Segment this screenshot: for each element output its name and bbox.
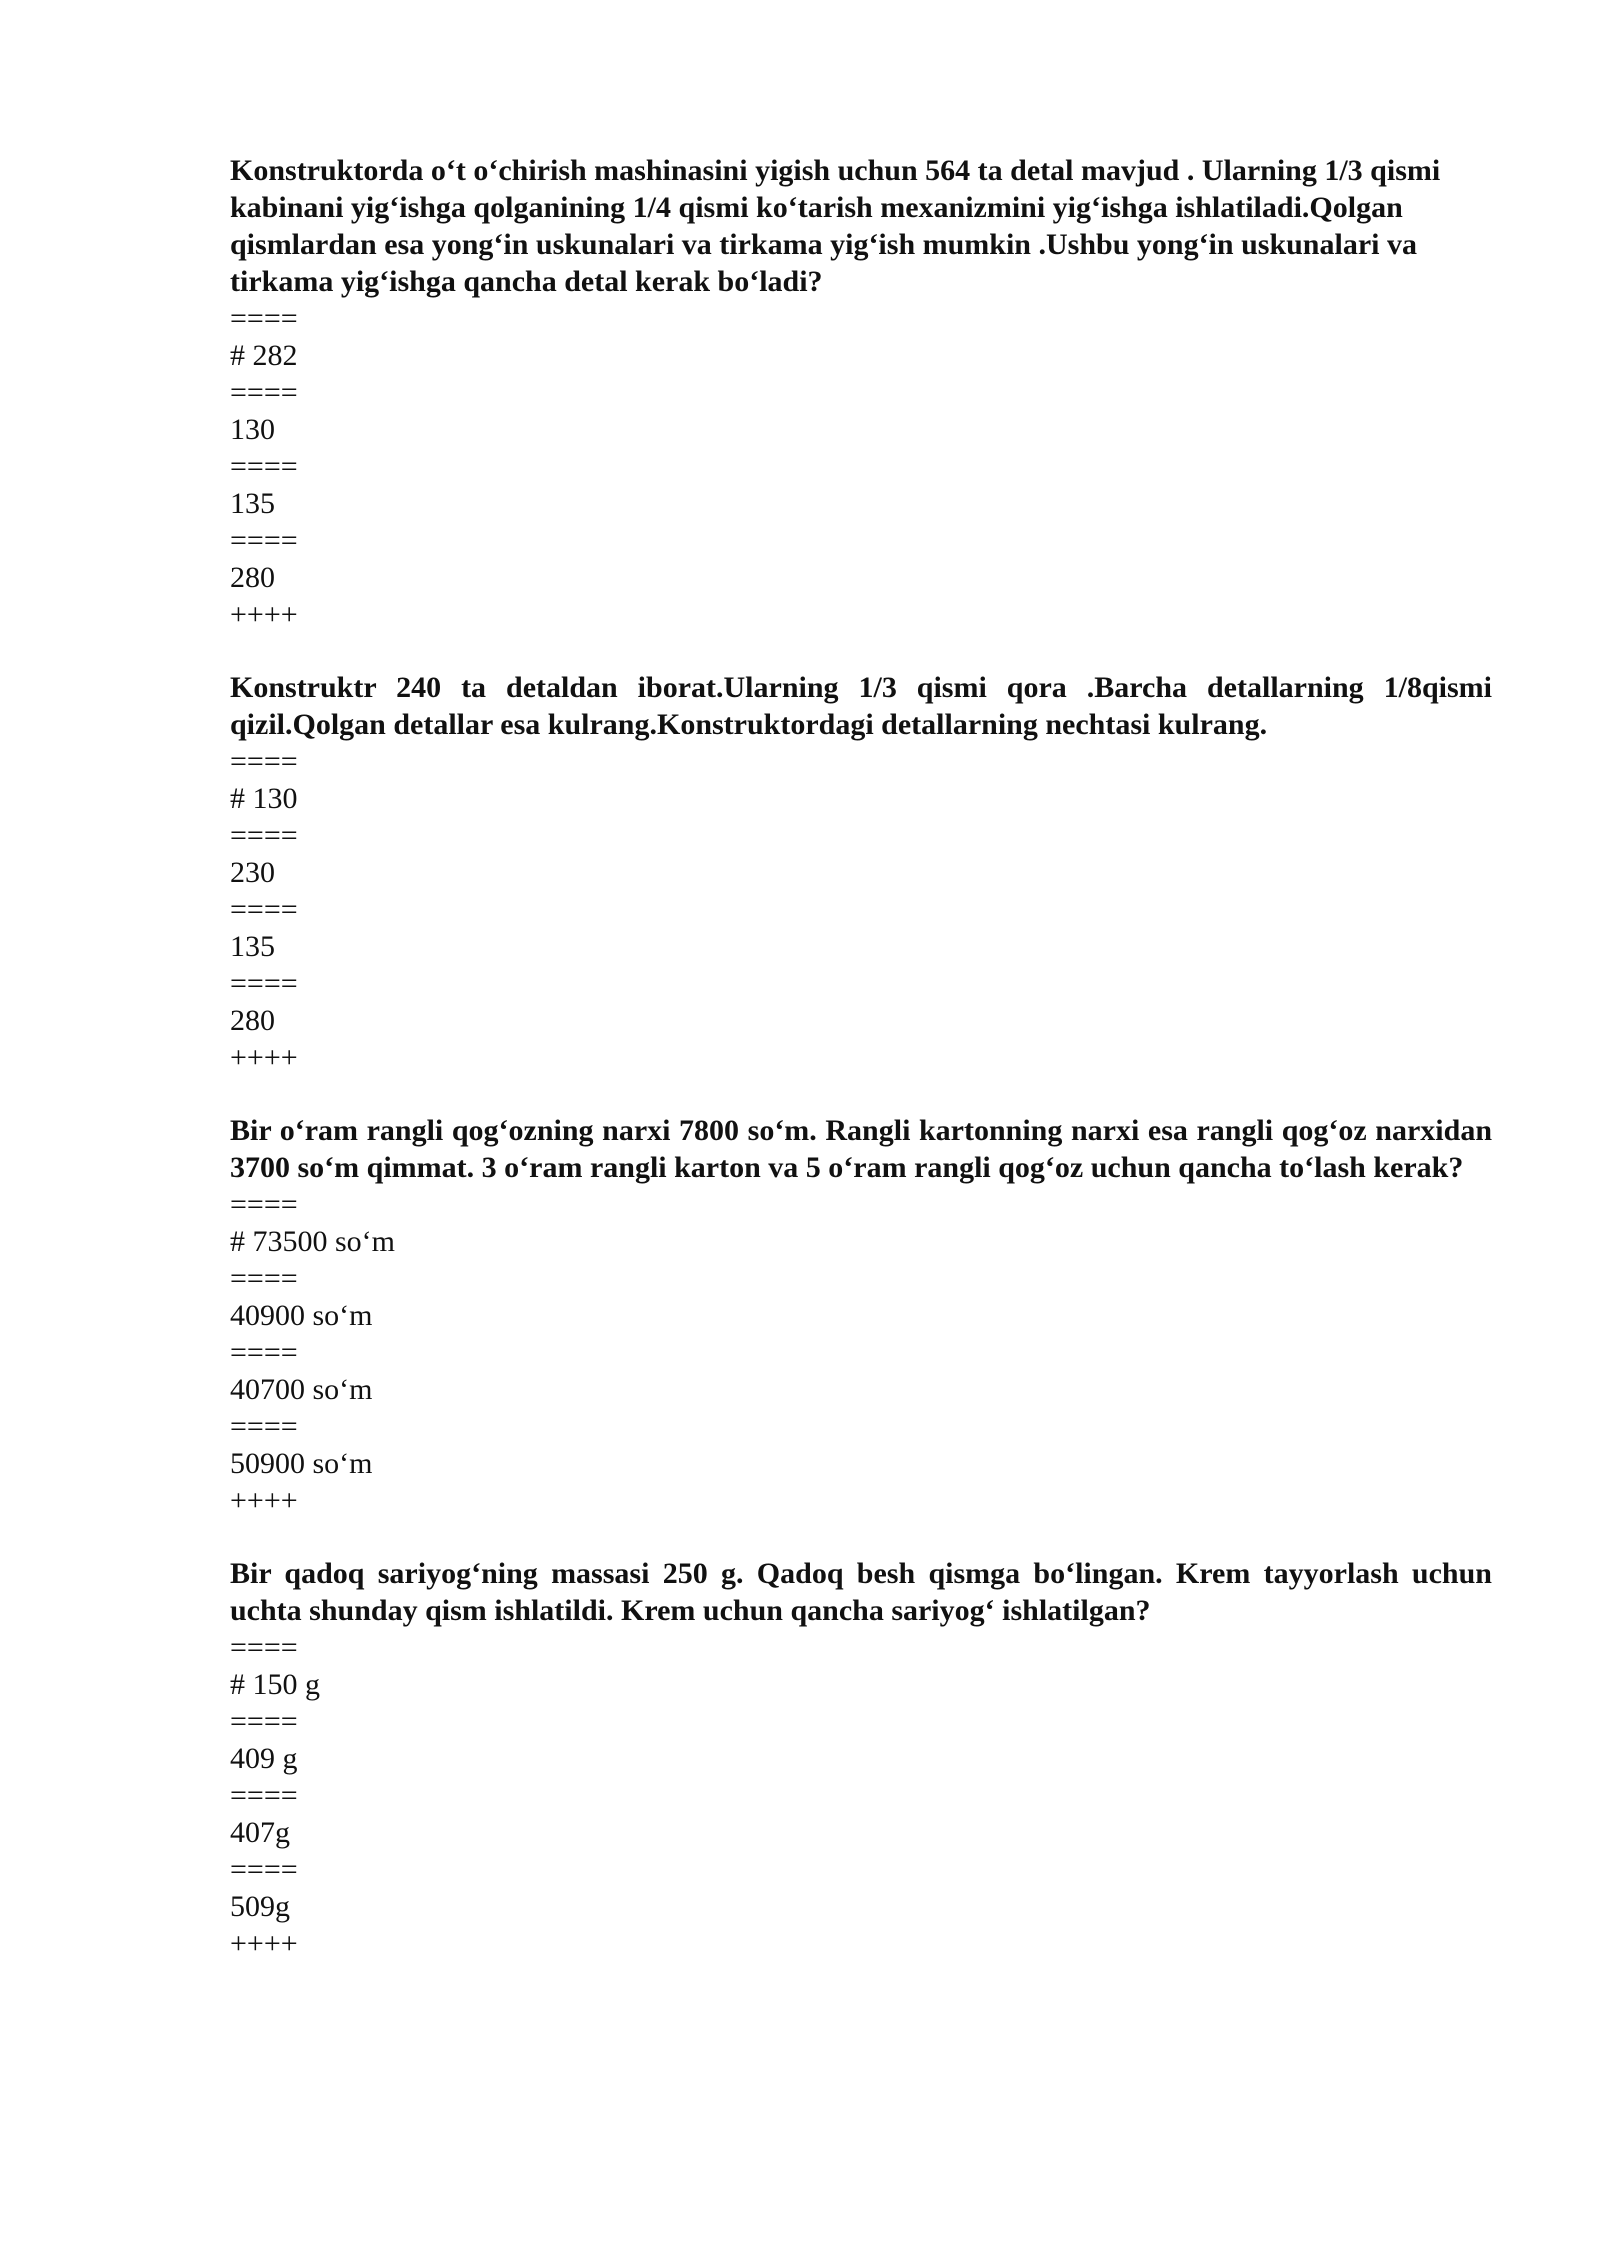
- separator: ====: [230, 302, 298, 335]
- separator: ====: [230, 1779, 298, 1812]
- answer-option: 50900 so‘m: [230, 1447, 373, 1480]
- correct-answer: # 282: [230, 339, 298, 372]
- separator: ====: [230, 1853, 298, 1886]
- separator: ====: [230, 819, 298, 852]
- answer-option: 230: [230, 856, 275, 889]
- question-text: Bir o‘ram rangli qog‘ozning narxi 7800 so‘m. Rangli kartonning narxi esa rangli qog‘oz narxidan 3700 so‘m qimmat. 3 o‘ram rangli karton va 5 o‘ram rangli qog‘oz uchun qancha to‘lash kerak?: [230, 1114, 1492, 1184]
- answer-option: 40700 so‘m: [230, 1373, 373, 1406]
- separator: ====: [230, 1262, 298, 1295]
- separator: ====: [230, 745, 298, 778]
- answer-option: 135: [230, 487, 275, 520]
- question-block-2: [230, 669, 1492, 1076]
- separator: ====: [230, 1336, 298, 1369]
- end-marker: ++++: [230, 598, 298, 631]
- question-block-1: [230, 152, 1492, 633]
- question-text: Konstruktorda o‘t o‘chirish mashinasini yigish uchun 564 ta detal mavjud . Ularning 1/3 qismi kabinani yig‘ishga qolganining 1/4 qismi ko‘tarish mexanizmini yig‘ishga ishlatiladi.Qolgan qismlardan esa yong‘in uskunalari va tirkama yig‘ish mumkin .Ushbu yong‘in uskunalari va tirkama yig‘ishga qancha detal kerak bo‘ladi?: [230, 154, 1441, 298]
- correct-answer: # 150 g: [230, 1668, 320, 1701]
- separator: ====: [230, 450, 298, 483]
- answer-option: 130: [230, 413, 275, 446]
- correct-answer: # 73500 so‘m: [230, 1225, 395, 1258]
- answer-option: 40900 so‘m: [230, 1299, 373, 1332]
- separator: ====: [230, 967, 298, 1000]
- document-page: [230, 152, 1492, 1998]
- separator: ====: [230, 893, 298, 926]
- separator: ====: [230, 1188, 298, 1221]
- question-text: Bir qadoq sariyog‘ning massasi 250 g. Qadoq besh qismga bo‘lingan. Krem tayyorlash uchun uchta shunday qism ishlatildi. Krem uchun qancha sariyog‘ ishlatilgan?: [230, 1557, 1492, 1627]
- question-text: Konstruktr 240 ta detaldan iborat.Ularning 1/3 qismi qora .Barcha detallarning 1/8qismi qizil.Qolgan detallar esa kulrang.Konstruktordagi detallarning nechtasi kulrang.: [230, 671, 1492, 741]
- end-marker: ++++: [230, 1484, 298, 1517]
- answer-option: 280: [230, 1004, 275, 1037]
- answer-option: 135: [230, 930, 275, 963]
- separator: ====: [230, 524, 298, 557]
- separator: ====: [230, 1705, 298, 1738]
- separator: ====: [230, 376, 298, 409]
- answer-option: 280: [230, 561, 275, 594]
- question-block-4: [230, 1555, 1492, 1962]
- end-marker: ++++: [230, 1041, 298, 1074]
- answer-option: 407g: [230, 1816, 290, 1849]
- correct-answer: # 130: [230, 782, 298, 815]
- answer-option: 509g: [230, 1890, 290, 1923]
- end-marker: ++++: [230, 1927, 298, 1960]
- separator: ====: [230, 1410, 298, 1443]
- separator: ====: [230, 1631, 298, 1664]
- question-block-3: [230, 1112, 1492, 1519]
- answer-option: 409 g: [230, 1742, 298, 1775]
